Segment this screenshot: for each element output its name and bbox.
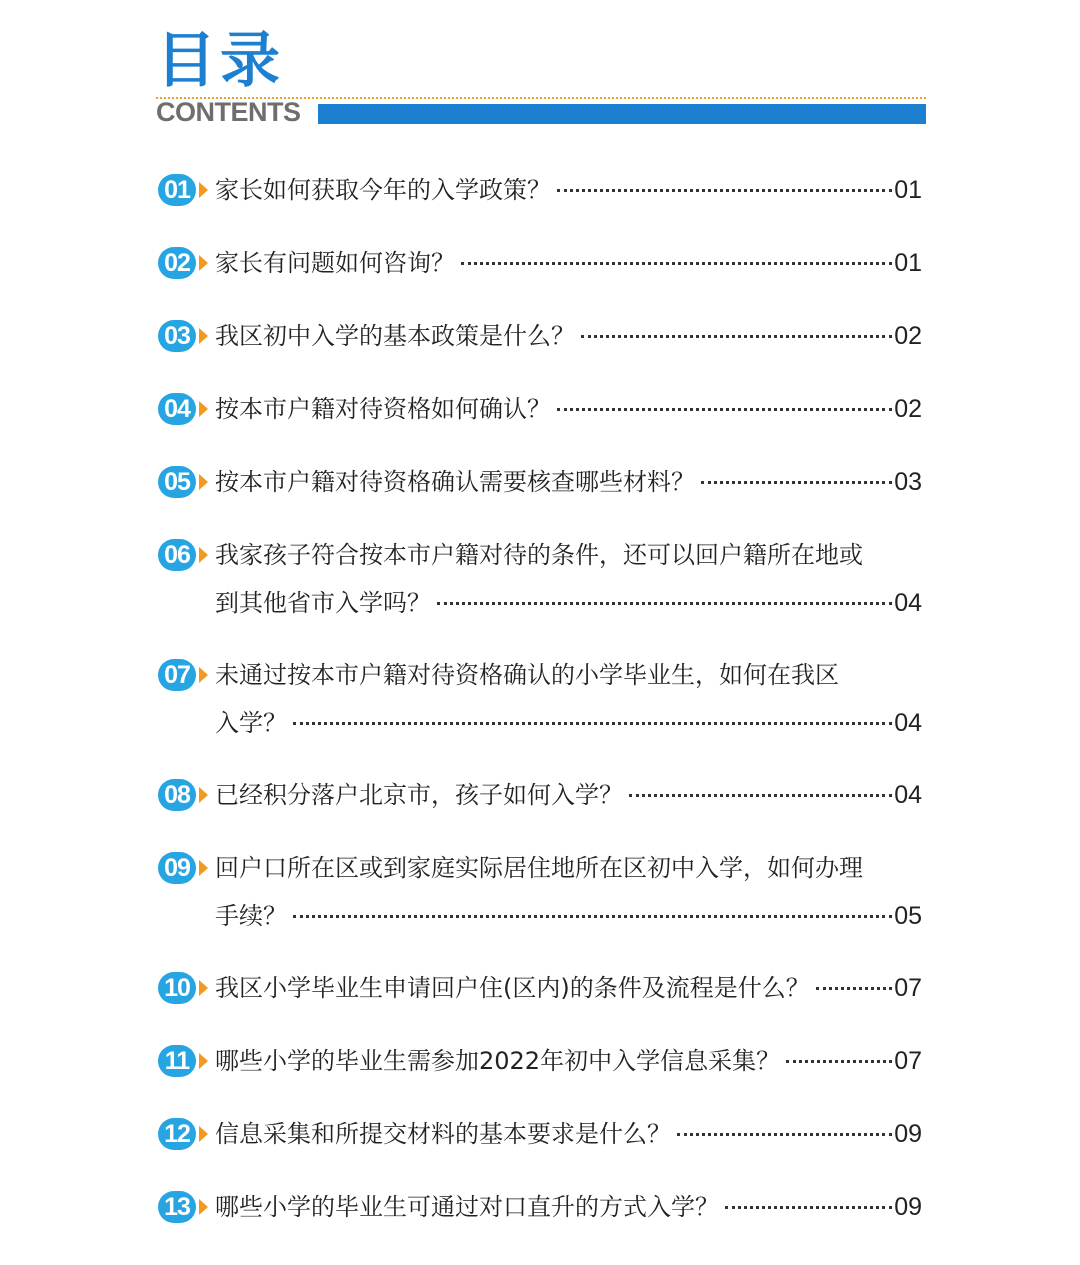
arrow-right-icon (199, 787, 208, 803)
entry-number-badge: 02 (158, 247, 196, 279)
entry-line (215, 970, 922, 1006)
toc-entry[interactable] (158, 657, 922, 741)
entry-number-badge: 11 (158, 1045, 196, 1077)
page-number: 07 (894, 1047, 922, 1075)
entry-title: 我区初中入学的基本政策是什么？ (215, 322, 575, 350)
toc-entry[interactable] (158, 777, 922, 813)
arrow-right-icon (199, 980, 208, 996)
page-number: 04 (894, 589, 922, 617)
arrow-right-icon (199, 1199, 208, 1215)
entry-number-badge: 09 (158, 852, 196, 884)
entry-line (215, 898, 922, 934)
dot-leader (816, 987, 892, 990)
entry-number-badge: 04 (158, 393, 196, 425)
entry-title: 未通过按本市户籍对待资格确认的小学毕业生，如何在我区 (215, 661, 839, 689)
dot-leader (725, 1206, 892, 1209)
page-number: 01 (894, 176, 922, 204)
entry-number-badge: 07 (158, 659, 196, 691)
entry-title: 我区小学毕业生申请回户住(区内)的条件及流程是什么？ (215, 974, 810, 1002)
dot-leader (437, 602, 892, 605)
entry-number-badge: 10 (158, 972, 196, 1004)
entry-line (215, 850, 922, 886)
dot-leader (701, 481, 892, 484)
entry-number-badge: 03 (158, 320, 196, 352)
dot-leader (581, 335, 892, 338)
arrow-right-icon (199, 401, 208, 417)
dot-leader (629, 794, 892, 797)
entry-title: 按本市户籍对待资格确认需要核查哪些材料？ (215, 468, 695, 496)
page-subtitle: CONTENTS (156, 97, 301, 127)
toc-entry[interactable] (158, 245, 922, 281)
entry-line (215, 777, 922, 813)
page-number: 05 (894, 902, 922, 930)
dot-leader (786, 1060, 892, 1063)
entry-line (215, 657, 922, 693)
entry-line (215, 245, 922, 281)
page-number: 04 (894, 781, 922, 809)
entry-line (215, 537, 922, 573)
entry-title: 我家孩子符合按本市户籍对待的条件，还可以回户籍所在地或 (215, 541, 863, 569)
page-number: 01 (894, 249, 922, 277)
arrow-right-icon (199, 547, 208, 563)
entry-title: 按本市户籍对待资格如何确认？ (215, 395, 551, 423)
toc-entry[interactable] (158, 1189, 922, 1225)
entry-number-badge: 06 (158, 539, 196, 571)
entry-line (215, 1116, 922, 1152)
page-number: 03 (894, 468, 922, 496)
toc-entry[interactable] (158, 537, 922, 621)
toc-entry[interactable] (158, 850, 922, 934)
entry-line (215, 391, 922, 427)
entry-title: 哪些小学的毕业生可通过对口直升的方式入学？ (215, 1193, 719, 1221)
page-number: 04 (894, 709, 922, 737)
entry-title: 信息采集和所提交材料的基本要求是什么？ (215, 1120, 671, 1148)
entry-title: 家长有问题如何咨询？ (215, 249, 455, 277)
toc-entry[interactable] (158, 318, 922, 354)
dot-leader (293, 722, 892, 725)
page-number: 02 (894, 395, 922, 423)
entry-number-badge: 05 (158, 466, 196, 498)
dot-leader (557, 408, 892, 411)
entry-line (215, 1189, 922, 1225)
page-number: 07 (894, 974, 922, 1002)
page-title: 目录 (156, 26, 284, 96)
arrow-right-icon (199, 860, 208, 876)
arrow-right-icon (199, 1053, 208, 1069)
dot-leader (677, 1133, 892, 1136)
entry-title: 入学？ (215, 709, 287, 737)
toc-entry[interactable] (158, 1116, 922, 1152)
toc-entry[interactable] (158, 464, 922, 500)
entry-line (215, 464, 922, 500)
toc-entry[interactable] (158, 172, 922, 208)
entry-title: 到其他省市入学吗？ (215, 589, 431, 617)
toc-entry[interactable] (158, 1043, 922, 1079)
dot-leader (461, 262, 892, 265)
arrow-right-icon (199, 667, 208, 683)
entry-line (215, 1043, 922, 1079)
page-number: 09 (894, 1193, 922, 1221)
entry-number-badge: 13 (158, 1191, 196, 1223)
entry-line (215, 318, 922, 354)
entry-number-badge: 08 (158, 779, 196, 811)
arrow-right-icon (199, 182, 208, 198)
arrow-right-icon (199, 1126, 208, 1142)
entry-title: 哪些小学的毕业生需参加2022年初中入学信息采集？ (215, 1047, 781, 1075)
entry-line (215, 585, 922, 621)
arrow-right-icon (199, 474, 208, 490)
entry-number-badge: 12 (158, 1118, 196, 1150)
dot-leader (293, 915, 892, 918)
entry-title: 已经积分落户北京市，孩子如何入学？ (215, 781, 623, 809)
arrow-right-icon (199, 255, 208, 271)
dot-leader (557, 189, 892, 192)
entry-line (215, 172, 922, 208)
page-number: 02 (894, 322, 922, 350)
toc-entry[interactable] (158, 391, 922, 427)
page-number: 09 (894, 1120, 922, 1148)
entry-title: 回户口所在区或到家庭实际居住地所在区初中入学，如何办理 (215, 854, 863, 882)
entry-number-badge: 01 (158, 174, 196, 206)
toc-entry[interactable] (158, 970, 922, 1006)
arrow-right-icon (199, 328, 208, 344)
entry-line (215, 705, 922, 741)
entry-title: 家长如何获取今年的入学政策？ (215, 176, 551, 204)
entry-title: 手续？ (215, 902, 287, 930)
header-accent-bar (318, 104, 926, 124)
